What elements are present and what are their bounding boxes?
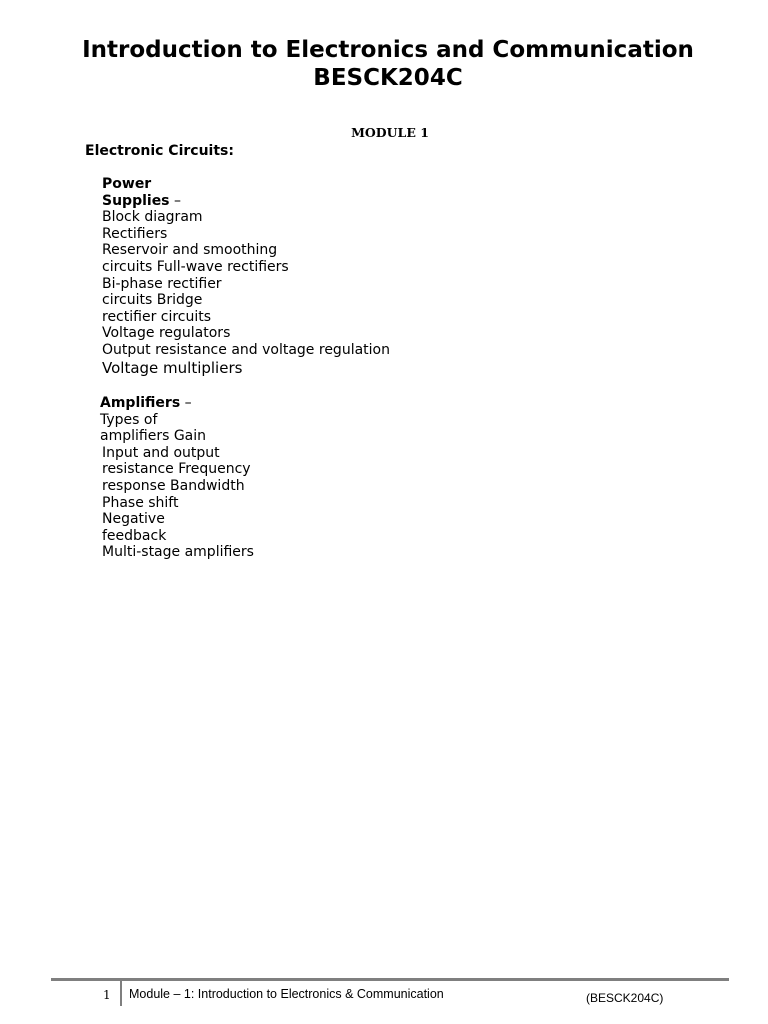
list-item: Bi-phase rectifier bbox=[102, 275, 222, 292]
list-item: rectifier circuits bbox=[102, 308, 212, 325]
amplifiers-section bbox=[100, 395, 254, 561]
list-item: Types of bbox=[100, 411, 158, 428]
title-line-2: BESCK204C bbox=[313, 65, 463, 91]
module-heading: MODULE 1 bbox=[351, 125, 429, 140]
list-item: circuits Full-wave rectifiers bbox=[102, 258, 289, 275]
list-item: Input and output bbox=[102, 444, 220, 461]
power-supplies-heading-bold: Supplies bbox=[102, 192, 170, 209]
power-supplies-heading-line-1: Power bbox=[102, 176, 152, 192]
power-supplies-heading-line-2 bbox=[102, 193, 390, 210]
footer-rule bbox=[51, 978, 729, 981]
page-title bbox=[0, 36, 768, 92]
footer-page-number: 1 bbox=[103, 988, 111, 1002]
list-item: Multi-stage amplifiers bbox=[102, 544, 254, 561]
list-item: response Bandwidth bbox=[102, 477, 245, 494]
list-item: Rectifiers bbox=[102, 225, 168, 242]
section-heading: Electronic Circuits: bbox=[85, 143, 234, 159]
amplifiers-heading bbox=[100, 395, 254, 412]
list-item: Output resistance and voltage regulation bbox=[102, 341, 390, 358]
power-supplies-heading-suffix: – bbox=[169, 192, 181, 209]
list-item: Voltage regulators bbox=[102, 325, 231, 342]
list-item: Voltage multipliers bbox=[102, 358, 243, 377]
list-item: Reservoir and smoothing bbox=[102, 242, 278, 259]
amplifiers-heading-suffix: – bbox=[180, 395, 192, 411]
list-item: Block diagram bbox=[102, 209, 203, 226]
footer-course-code: (BESCK204C) bbox=[586, 991, 664, 1005]
list-item: Phase shift bbox=[102, 494, 179, 511]
list-item: Negative bbox=[102, 511, 165, 528]
list-item: amplifiers Gain bbox=[100, 428, 207, 445]
power-supplies-section bbox=[102, 176, 390, 377]
footer-module-title: Module – 1: Introduction to Electronics & Communication bbox=[129, 987, 444, 1001]
footer-divider bbox=[120, 981, 122, 1006]
list-item: circuits Bridge bbox=[102, 292, 203, 309]
title-line-1: Introduction to Electronics and Communication bbox=[82, 37, 694, 63]
list-item: resistance Frequency bbox=[102, 461, 251, 478]
list-item: feedback bbox=[102, 527, 167, 544]
amplifiers-heading-bold: Amplifiers bbox=[100, 395, 181, 411]
